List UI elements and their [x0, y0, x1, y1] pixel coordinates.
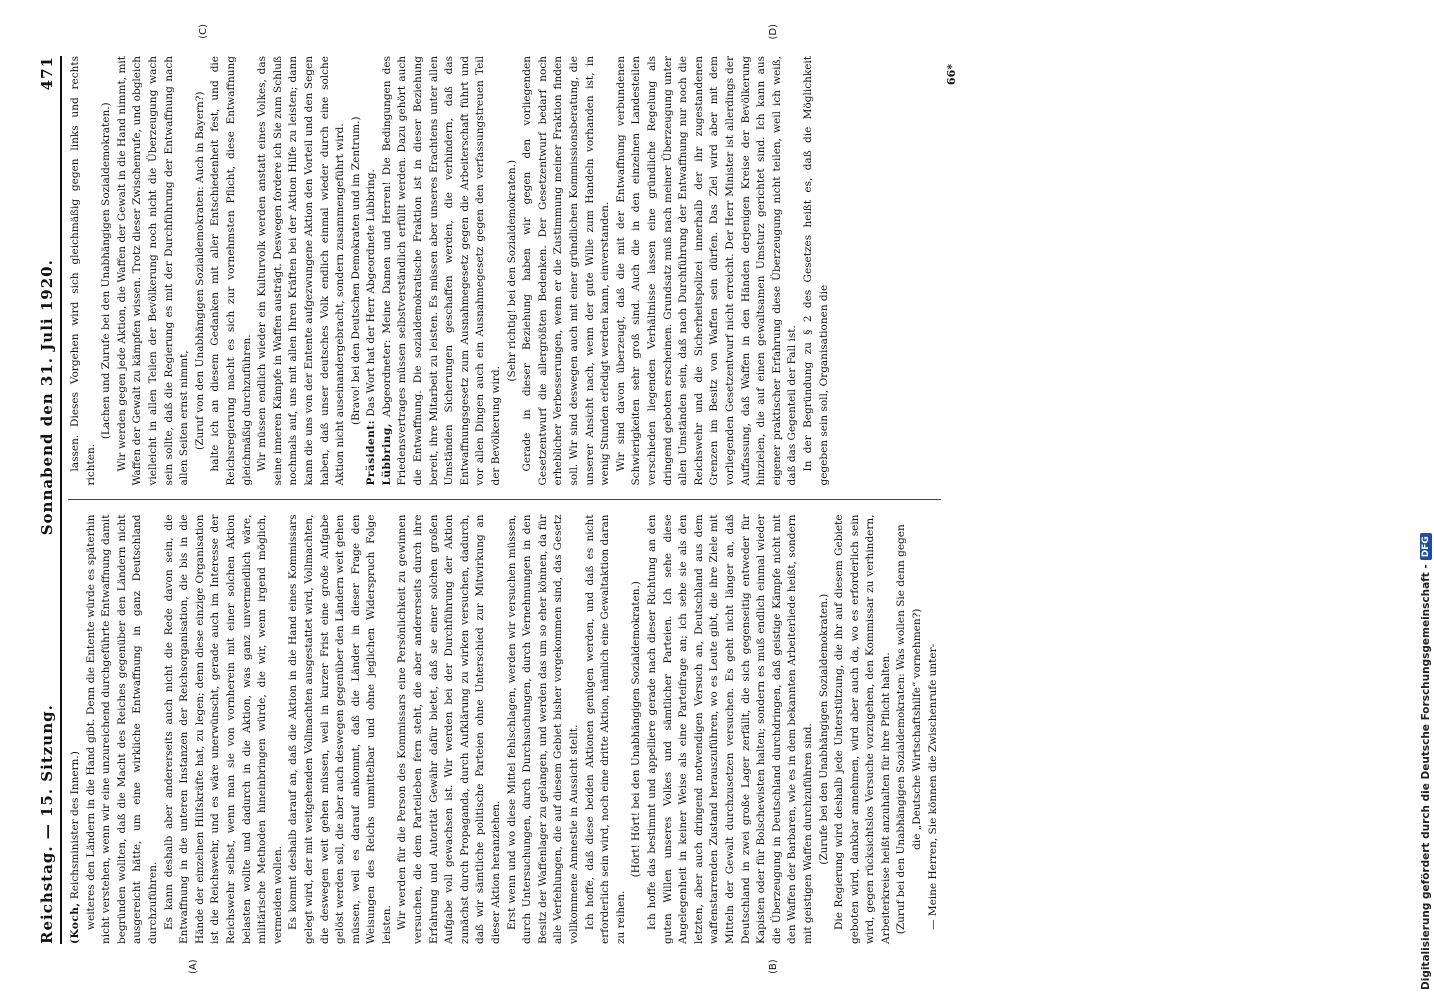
right-column	[68, 56, 941, 486]
speech-text: Das Wort hat der Herr Abgeordnete Lübbring.	[365, 169, 378, 420]
left-column	[68, 515, 941, 945]
margin-marker-b: (B)	[768, 959, 779, 974]
right-column-paragraph: (Zuruf von den Unabhängigen Sozialdemokraten: Auch in Bayern?)	[193, 91, 206, 450]
speaker-name: Präsident:	[365, 419, 378, 486]
side-note	[1412, 10, 1434, 990]
margin-marker-d: (D)	[768, 24, 779, 40]
margin-marker-a: (A)	[188, 959, 199, 974]
left-column-paragraph: Es kann deshalb aber andererseits auch nicht die Rede davon sein, die Entwaffnung in die unteren Instanzen der Reichsorganisation, die bis in die Hände der einzelnen Hilfskräfte hat, zu legen; denn diese einzige Organisation ist die Reichswehr, und es wäre unerwünscht, gerade auch im Interesse der Reichswehr selbst, wenn man sie von vornherein mit einer solchen Aktion belasten wollte und dadurch in die Aktion, was ganz unvermeidlich wäre, militärische Methoden hineinbringen würde, die wir, wenn irgend möglich, vermeiden wollen.	[162, 514, 284, 944]
right-column-paragraph: lassen. Dieses Vorgehen wird sich gleichmäßig gegen links und rechts richten.	[69, 56, 97, 486]
dfg-logo: DFG	[1420, 533, 1432, 560]
left-column-paragraph: Es kommt deshalb darauf an, daß die Aktion in die Hand eines Kommissars gelegt wird, der mit weitgehenden Vollmachten ausgestattet wird, Vollmachten, die deswegen weit gehen müssen, weil in kurzer Frist eine große Aufgabe gelöst werden soll, die aber auch deswegen gegenüber den Ländern weit gehen müssen, weil es darauf ankommt, daß die Länder in dieser Frage den Weisungen des Reichs unmittelbar und ohne jeglichen Widerspruch Folge leisten.	[287, 514, 393, 944]
page-number: 471	[38, 56, 56, 91]
left-column-paragraph: (Zuruf bei den Unabhängigen Sozialdemokraten: Was wollen Sie denn gegen die „Deutsche Wirtschaftshilfe“ vornehmen?)	[895, 524, 924, 935]
left-column-paragraph: (Hört! Hört! bei den Unabhängigen Sozialdemokraten.)	[630, 581, 643, 878]
left-column-paragraph: Die Regierung wird deshalb jede Unterstützung, die ihr auf diesem Gebiete geboten wird, dankbar annehmen, wird aber auch da, wo es erforderlich sein wird, gegen rücksichtslos Versuche vorzugehen, den Kommissar zu verhindern, Arbeiterkreise heißt anzuhalten für ihre Pflicht halten.	[833, 514, 892, 944]
right-column-paragraph: (Sehr richtig! bei den Sozialdemokraten.)	[505, 159, 518, 382]
right-column-paragraph: halte ich an diesem Gedanken mit aller Entschiedenheit fest, und die Reichsregierung macht es sich zur vornehmsten Pflicht, diese Entwaffnung gleichmäßig durchzuführen.	[209, 56, 253, 486]
right-column-paragraph: Gerade in dieser Beziehung haben wir gegen den vorliegenden Gesetzentwurf die allergrößten Bedenken. Der Gesetzentwurf bedarf noch erheblicher Verbesserungen, wenn er die Zustimmung meiner Fraktion finden soll. Wir sind deswegen auch mit einer gründlichen Kommissionsberatung, die unserer Ansicht nach, wenn der gute Wille zum Handeln vorhanden ist, in wenig Stunden erledigt werden kann, einverstanden.	[521, 56, 612, 486]
side-note-text: Digitalisierung gefördert durch die Deutsche Forschungsgemeinschaft -	[1420, 564, 1432, 990]
left-column-paragraph: Wir werden für die Person des Kommissars eine Persönlichkeit zu gewinnen versuchen, die dem Parteileben fern steht, die aber andererseits durch ihre Erfahrung und Autorität Gewähr dafür bietet, daß sie einer solchen großen Aufgabe voll gewachsen ist. Wir werden bei der Durchführung der Aktion zunächst durch Propaganda, durch Aufklärung zu wirken versuchen, dadurch, daß wir sämtliche politische Parteien ohne Unterschied zur Mitwirkung an dieser Aktion heranziehen.	[396, 514, 503, 944]
margin-marker-c: (C)	[198, 24, 209, 39]
right-column-paragraph	[380, 56, 505, 486]
speech-text: Abgeordneter: Meine Damen und Herren! Die Bedingungen des Friedensvertrages müssen selbstverständlich erfüllt werden. Dazu gehört auch die Entwaffnung. Die sozialdemokratische Fraktion ist in dieser Beziehung bereit, ihre Mitarbeit zu leisten. Es müssen aber unseres Erachtens unter allen Umständen Sicherungen geschaffen werden, die verhindern, daß das Entwaffnungsgesetz zum Ausnahmegesetz gegen die Arbeiterschaft führt und vor allen Dingen auch ein Ausnahmegesetz gegen den verfassungstreuen Teil der Bevölkerung wird.	[380, 56, 503, 486]
left-column-paragraph: Ich hoffe das bestimmt und appelliere gerade nach dieser Richtung an den guten Willen unseres Volkes und sämtlicher Parteien. Ich sehe diese Angelegenheit in keiner Weise als eine Parteifrage an; ich sehe sie als den letzten, aber auch dringend notwendigen Versuch an, Deutschland aus dem waffenstarrenden Zustand herauszuführen, wo es Leute gibt, die ihre Ziele mit Mitteln der Gewalt durchzusetzen versuchen. Es geht nicht länger an, daß Deutschland in zwei große Lager zerfällt, die sich gegenseitig entweder für Kapisten oder für Bolschewisten halten; sondern es muß endlich einmal wieder die Überzeugung in Deutschland durchdringen, daß geistige Kämpfe nicht mit den Waffen der Barbaren, wie es in dem bekannten Arbeiterliede heißt, sondern mit geistigen Waffen durchzuführen sind.	[645, 514, 814, 944]
page-header	[38, 56, 62, 944]
left-column-paragraph	[68, 515, 84, 945]
header-left: Reichstag. — 15. Sitzung.	[38, 704, 56, 944]
text-columns	[68, 24, 941, 974]
speech-text: Reichsminister des Innern.)	[69, 751, 81, 903]
left-column-paragraph: — Meine Herren, Sie können die Zwischenrufe unter-	[926, 643, 939, 930]
right-column-paragraph: Wir sind davon überzeugt, daß die mit der Entwaffnung verbundenen Schwierigkeiten sehr groß sind. Auch die in den einzelnen Landesteilen verschieden liegenden Verhältnisse lassen eine gründliche Regelung als dringend geboten erscheinen. Grundsatz muß nach meiner Überzeugung unter allen Umständen sein, daß nach Durchführung der Entwaffnung nur noch die Reichswehr und die Sicherheitspolizei innerhalb der ihr zugestandenen Grenzen im Besitz von Waffen sein dürfen. Das Ziel wird aber mit dem vorliegenden Gesetzentwurf nicht erreicht. Der Herr Minister ist allerdings der Auffassung, daß Waffen in den Händen derjenigen Kreise der Bevölkerung hinzielen, die auf einen gewaltsamen Umsturz gerichtet sind. Ich kann aus eigener praktischer Erfahrung diese Überzeugung nicht teilen, weil ich weiß, daß das Gegenteil der Fall ist.	[614, 56, 799, 486]
column-divider	[68, 500, 941, 501]
right-column-paragraph: Wir werden gegen jede Aktion, die Waffen der Gewalt in die Hand nimmt, mit Waffen der Gewalt zu kämpfen wissen. Trotz dieser Zwischenrufe, und obgleich vielleicht in allen Teilen der Bevölkerung noch nicht die Überzeugung wach sein sollte, daß die Regierung es mit der Durchführung der Entwaffnung nach allen Seiten ernst nimmt,	[115, 56, 191, 486]
left-column-paragraph: Erst wenn und wo diese Mittel fehlschlagen, werden wir versuchen müssen, durch Untersuchungen, durch Durchsuchungen, durch Vernehmungen in den Besitz der Waffenlager zu gelangen, und werden das um so eher können, da für alle Verfehlungen, die auf diesem Gebiet bisher vorgekommen sind, das Gesetz vollkommene Amnestie in Aussicht stellt.	[505, 514, 580, 944]
speaker-name: (Koch,	[69, 902, 81, 944]
right-column-paragraph: (Lachen und Zurufe bei den Unabhängigen Sozialdemokraten.)	[100, 102, 113, 440]
page-footer: 66*	[945, 64, 959, 86]
right-column-paragraph: In der Begründung zu § 2 des Gesetzes heißt es, daß die Möglichkeit gegeben sein soll, Organisationen die	[801, 56, 830, 486]
left-column-paragraph: weiteres den Ländern in die Hand gibt. Denn die Entente würde es späterhin nicht verstehen, wenn wir eine unzureichend durchgeführte Entwaffnung damit begründen wollten, daß die Macht des Reiches gegenüber den Ländern nicht ausgereicht hätte, um eine wirkliche Entwaffnung in ganz Deutschland durchzuführen.	[84, 514, 159, 944]
header-date: Sonnabend den 31. Juli 1920.	[38, 259, 56, 536]
speaker-name: Lübbring,	[380, 423, 393, 486]
left-column-paragraph: (Zurufe bei den Unabhängigen Sozialdemokraten.)	[817, 593, 830, 865]
right-column-paragraph	[364, 56, 380, 486]
right-column-paragraph: (Bravo! bei den Deutschen Demokraten und im Zentrum.)	[349, 116, 362, 426]
left-column-paragraph: Ich hoffe, daß diese beiden Aktionen genügen werden, und daß es nicht erforderlich sein wird, noch eine dritte Aktion, nämlich eine Gewaltaktion daran zu reihen.	[583, 514, 627, 944]
right-column-paragraph: Wir müssen endlich wieder ein Kulturvolk werden anstatt eines Volkes, das seine inneren Kämpfe in Waffen austrägt. Deswegen fordere ich Sie zum Schluß nochmals auf, uns mit allen Ihren Kräften bei der Aktion Hilfe zu leisten; dann kann die uns von der Entente aufgezwungene Aktion den Vorteil und den Segen haben, daß unser deutsches Volk endlich einmal wieder durch eine solche Aktion nicht auseinandergebracht, sondern zusammengeführt wird.	[256, 56, 347, 486]
